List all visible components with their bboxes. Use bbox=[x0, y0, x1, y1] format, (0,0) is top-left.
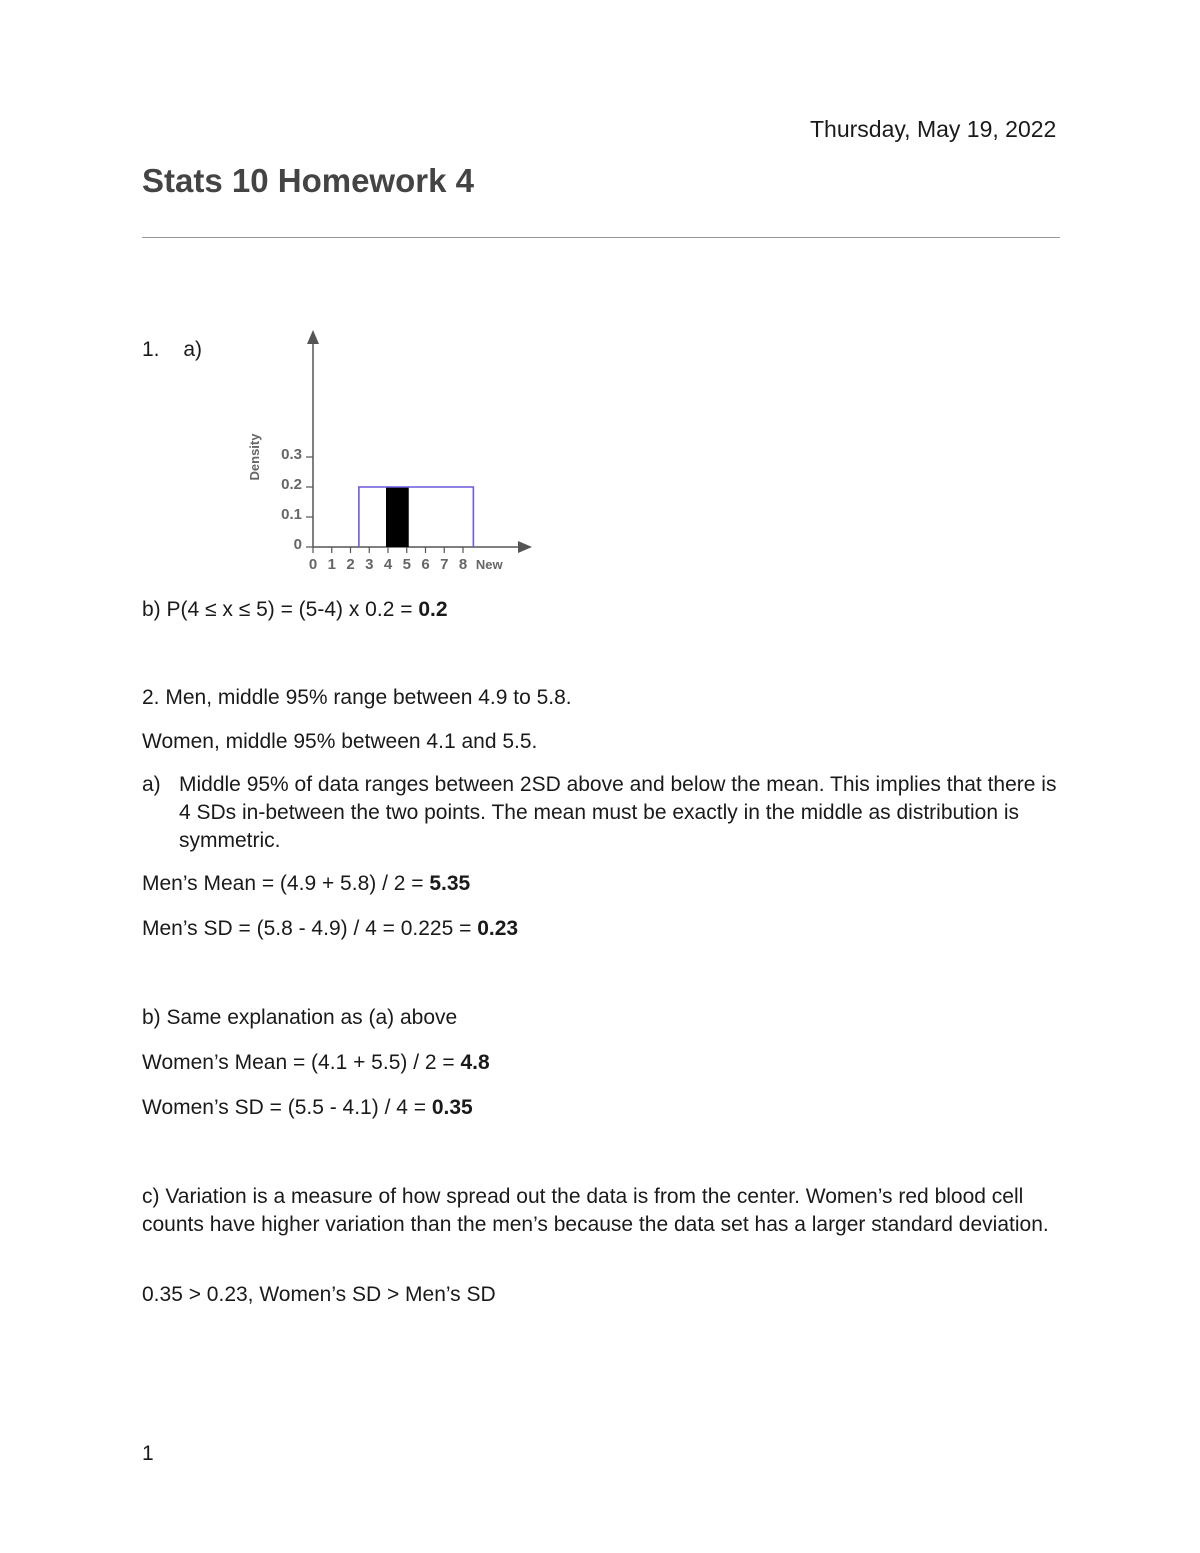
women-sd bbox=[142, 1096, 473, 1120]
x-tick-label: 3 bbox=[365, 556, 374, 573]
q1-b-text: b) P(4 ≤ x ≤ 5) = (5-4) x 0.2 = bbox=[142, 598, 419, 621]
shaded-probability-bar bbox=[386, 487, 409, 547]
q1-part-b bbox=[142, 598, 448, 622]
x-axis-arrow bbox=[518, 541, 532, 553]
men-mean-text: Men’s Mean = (4.9 + 5.8) / 2 = bbox=[142, 872, 430, 895]
document-title: Stats 10 Homework 4 bbox=[142, 162, 474, 199]
document-date: Thursday, May 19, 2022 bbox=[810, 116, 1057, 142]
y-tick-label: 0.3 bbox=[281, 446, 302, 463]
q2-part-b: b) Same explanation as (a) above bbox=[142, 1006, 458, 1029]
women-mean bbox=[142, 1051, 490, 1075]
men-mean bbox=[142, 872, 470, 896]
men-sd-answer: 0.23 bbox=[477, 917, 519, 940]
x-tick-label: 5 bbox=[402, 556, 411, 573]
q2-men-line: 2. Men, middle 95% range between 4.9 to 5.8. bbox=[142, 686, 572, 709]
x-tick-label: 7 bbox=[440, 556, 449, 573]
x-tick-label: 1 bbox=[327, 556, 336, 573]
y-tick-label: 0.2 bbox=[281, 476, 302, 493]
y-tick-label: 0 bbox=[293, 536, 302, 553]
x-tick-label: 4 bbox=[383, 556, 393, 573]
part-a-label: a) bbox=[183, 338, 203, 361]
question-number: 1. bbox=[142, 338, 160, 361]
men-sd-text: Men’s SD = (5.8 - 4.9) / 4 = 0.225 = bbox=[142, 917, 478, 940]
x-tick-label: 2 bbox=[346, 556, 355, 573]
women-sd-answer: 0.35 bbox=[431, 1096, 473, 1119]
men-sd bbox=[142, 917, 518, 941]
women-mean-answer: 4.8 bbox=[460, 1051, 490, 1074]
uniform-density-chart bbox=[240, 322, 540, 577]
uniform-distribution-outline bbox=[359, 487, 474, 547]
page-number: 1 bbox=[142, 1442, 154, 1465]
x-tick-label: 6 bbox=[421, 556, 430, 573]
q2-part-c: c) Variation is a measure of how spread out the data is from the center. Women’s red blood cell counts have higher variation than the men’s because the data set has a larger standard deviation. bbox=[142, 1185, 1049, 1236]
x-tick-label: 0 bbox=[308, 556, 318, 573]
x-axis-label: New bbox=[475, 557, 503, 572]
q2-women-line: Women, middle 95% between 4.1 and 5.5. bbox=[142, 730, 538, 753]
men-mean-answer: 5.35 bbox=[429, 872, 471, 895]
women-mean-text: Women’s Mean = (4.1 + 5.5) / 2 = bbox=[142, 1051, 461, 1074]
x-tick-label: 8 bbox=[458, 556, 468, 573]
title-divider bbox=[142, 237, 1060, 238]
y-axis-label: Density bbox=[247, 433, 262, 481]
y-axis-arrow bbox=[307, 330, 319, 344]
women-sd-text: Women’s SD = (5.5 - 4.1) / 4 = bbox=[142, 1096, 432, 1119]
q2-a-label: a) bbox=[142, 773, 161, 796]
question-1-label bbox=[142, 338, 202, 362]
sd-comparison: 0.35 > 0.23, Women’s SD > Men’s SD bbox=[142, 1283, 496, 1306]
q2-part-a bbox=[142, 771, 1060, 855]
q1-b-answer: 0.2 bbox=[418, 598, 448, 621]
y-tick-label: 0.1 bbox=[281, 506, 302, 523]
q2-a-text: Middle 95% of data ranges between 2SD above and below the mean. This implies that there is 4 SDs in-between the two points. The mean must be exactly in the middle as distribution is symmetric. bbox=[179, 773, 1057, 852]
